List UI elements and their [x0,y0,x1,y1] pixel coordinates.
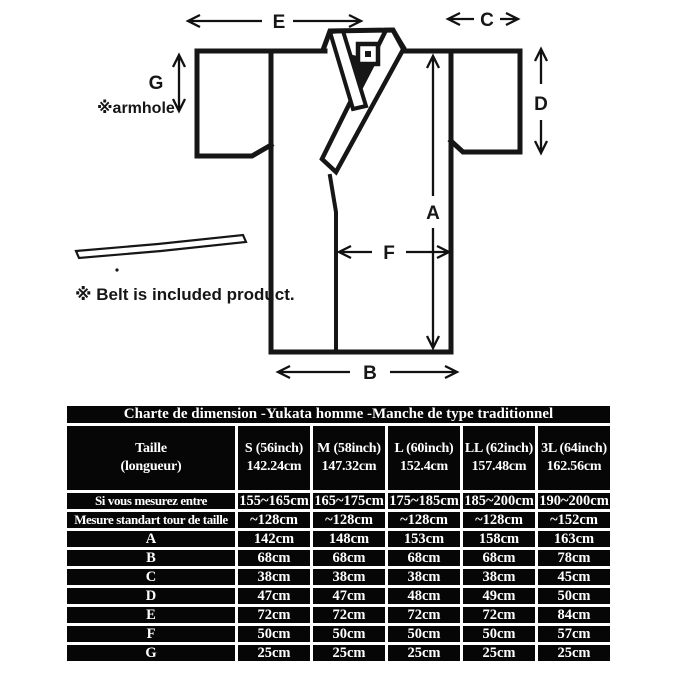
row-label-cell: A [67,531,235,547]
size-value-cell: 190~200cm [539,493,609,509]
size-value-cell: 25cm [388,645,460,661]
size-value-cell: 72cm [388,607,460,623]
size-value-cell: 72cm [238,607,310,623]
size-column-header: M (58inch) 147.32cm [313,426,385,490]
size-value-cell: 50cm [313,626,385,642]
label-F: F [383,243,395,264]
belt-illustration [76,235,246,272]
collar [322,30,404,172]
label-C: C [480,10,494,31]
table-row [67,512,610,528]
size-value-cell: 68cm [463,550,535,566]
table-row [67,607,610,623]
arrow-A [427,56,439,348]
taille-header-cell [67,426,235,490]
size-value-cell: 49cm [463,588,535,604]
label-B: B [363,363,377,384]
row-label-cell: D [67,588,235,604]
size-value-cell: 50cm [238,626,310,642]
size-value-cell: 38cm [388,569,460,585]
size-value-cell: 68cm [313,550,385,566]
size-value-cell: ~128cm [313,512,385,528]
size-value-cell: 68cm [238,550,310,566]
size-value-cell: 175~185cm [389,493,459,509]
size-value-cell: 72cm [463,607,535,623]
size-value-cell: 165~175cm [314,493,384,509]
right-sleeve [451,51,520,152]
row-label-cell: B [67,550,235,566]
size-value-cell: 142cm [238,531,310,547]
front-panel-seam [330,176,336,352]
row-label-cell: C [67,569,235,585]
size-value-cell: 38cm [313,569,385,585]
size-column-header: S (56inch) 142.24cm [238,426,310,490]
row-label-cell: F [67,626,235,642]
row-label-cell: Si vous mesurez entre [67,493,235,509]
size-value-cell: ~128cm [238,512,310,528]
size-value-cell: 25cm [238,645,310,661]
size-value-cell: 25cm [538,645,610,661]
size-value-cell: ~152cm [538,512,610,528]
table-row [67,550,610,566]
label-G: G [148,73,164,94]
row-label-cell: E [67,607,235,623]
label-E: E [272,12,286,33]
size-value-cell: 68cm [388,550,460,566]
size-value-cell: 50cm [538,588,610,604]
table-header-row [67,426,610,490]
table-title-row [67,406,610,423]
size-value-cell: 78cm [538,550,610,566]
size-value-cell: 163cm [538,531,610,547]
size-value-cell: 148cm [313,531,385,547]
size-value-cell: ~128cm [463,512,535,528]
size-column-header: LL (62inch) 157.48cm [463,426,535,490]
table-row [67,588,610,604]
size-value-cell: 153cm [388,531,460,547]
neck-knot-dot [365,51,371,57]
row-label-cell: G [67,645,235,661]
size-value-cell: 185~200cm [464,493,534,509]
taille-label: Taille [135,441,167,456]
table-title: Charte de dimension -Yukata homme -Manche de type traditionnel [67,406,610,423]
row-label-cell: Mesure standart tour de taille [67,512,235,528]
table-row [67,626,610,642]
size-value-cell: 47cm [313,588,385,604]
arrow-G [173,55,185,111]
size-value-cell: 50cm [463,626,535,642]
size-chart-table [64,403,613,664]
size-value-cell: 155~165cm [239,493,309,509]
size-value-cell: 45cm [538,569,610,585]
size-value-cell: 158cm [463,531,535,547]
size-value-cell: 84cm [538,607,610,623]
table-row [67,531,610,547]
size-value-cell: 25cm [463,645,535,661]
size-value-cell: 47cm [238,588,310,604]
left-sleeve [197,51,271,156]
size-value-cell: 38cm [463,569,535,585]
label-A: A [426,203,440,224]
armhole-note: ※armhole [97,100,175,117]
size-column-header: L (60inch) 152.4cm [388,426,460,490]
size-value-cell: 38cm [238,569,310,585]
size-value-cell: ~128cm [388,512,460,528]
label-D: D [534,94,548,115]
size-column-header: 3L (64inch) 162.56cm [538,426,610,490]
size-value-cell: 57cm [538,626,610,642]
longueur-label: (longueur) [120,459,182,474]
table-row [67,569,610,585]
size-value-cell: 72cm [313,607,385,623]
belt-note: ※ Belt is included product. [75,285,295,304]
size-value-cell: 25cm [313,645,385,661]
size-value-cell: 50cm [388,626,460,642]
table-row [67,645,610,661]
size-value-cell: 48cm [388,588,460,604]
table-row [67,493,610,509]
